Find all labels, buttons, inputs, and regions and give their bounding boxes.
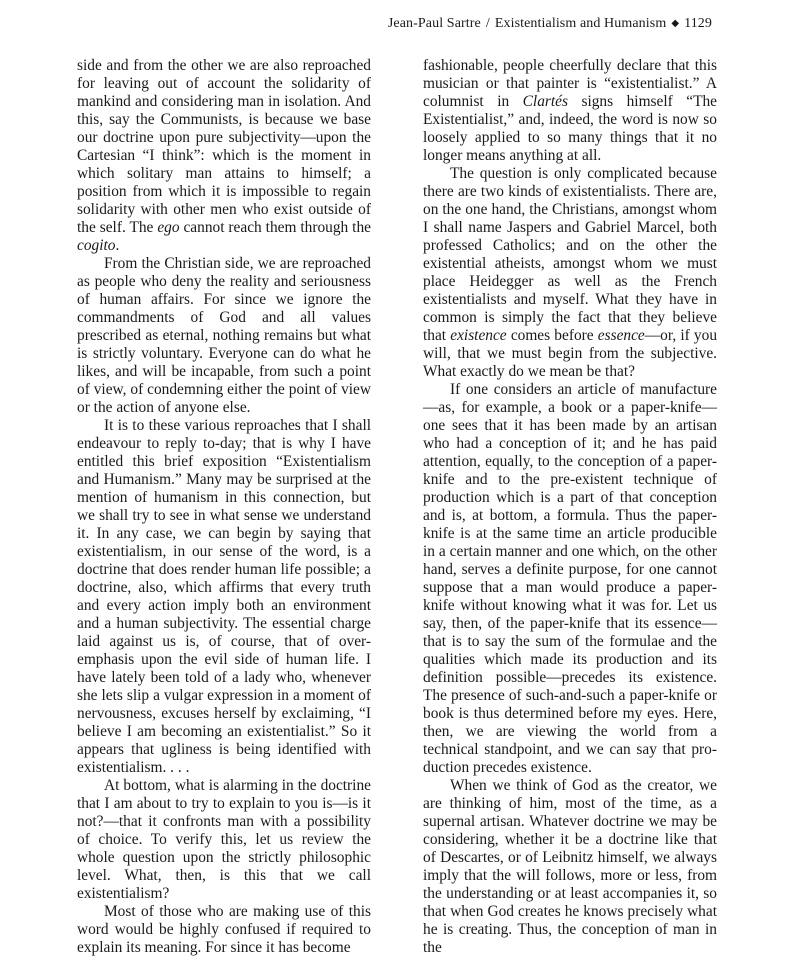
running-head (388, 16, 712, 32)
italic-clartes: Clartés (522, 93, 568, 110)
page-number: 1129 (684, 16, 712, 31)
paragraph: At bottom, what is alarming in the doctrine that I am about to try to explain to you is—is it not?—that it confronts man with a possibility of choice. To verify this, let us review the whole question upon the strictly philosophic level. What, then, is this that we call existentialism? (77, 777, 371, 902)
text-run: The question is only complicated because there are two kinds of existentialists. There are, on the one hand, the Christians, amongst whom I shall name Jaspers and Gabriel Marcel, both professed Catholics; and on the other the existential atheists, amongst whom we must place Heidegger as well as the French existentialists and myself. What they have in common is simply the fact that they believe that (423, 165, 717, 344)
text-run: fashionable, people cheerfully declare that this musician or that painter is “existentialist.” A columnist in (423, 57, 717, 110)
paragraph (423, 57, 717, 165)
paragraph (423, 165, 717, 381)
paragraph: Most of those who are making use of this word would be highly confused if required to explain its meaning. For since it has become (77, 903, 371, 956)
header-title: Existentialism and Humanism (494, 16, 667, 31)
paragraph (77, 57, 371, 255)
text-run: . (115, 237, 120, 254)
italic-ego: ego (157, 219, 180, 236)
italic-cogito: cogito (77, 237, 116, 254)
text-run: side and from the other we are also reproached for leaving out of account the solidarity of mankind and considering man in isolation. And this, say the Communists, is because we base our doctrine upon pure subjectivity—upon the Cartesian “I think”: which is the moment in which solitary man attains to himself; a position from which it is impossible to regain solidarity with other men who exist outside of the self. The (77, 57, 371, 236)
paragraph: When we think of God as the creator, we are thinking of him, most of the time, as a supernal artisan. Whatever doctrine we may be considering, whether it be a doctrine like that of Descartes, or of Leibnitz himself, we always imply that the will follows, more or less, from the understanding or at least accompanies it, so that when God creates he knows precisely what he is creating. Thus, the conception of man in the (423, 777, 717, 956)
text-run: cannot reach them through the (179, 219, 371, 236)
italic-existence: existence (450, 327, 507, 344)
header-separator: / (485, 16, 490, 31)
header-author: Jean-Paul Sartre (387, 16, 481, 31)
left-column (77, 57, 371, 957)
text-run: comes before (506, 327, 598, 344)
paragraph: From the Christian side, we are reproached as people who deny the reality and seriousness of human affairs. For since we ignore the commandments of God and all values prescribed as eternal, nothing remains but what is strictly voluntary. Everyone can do what he likes, and will be incapable, from such a point of view, of condemning either the point of view or the action of anyone else. (77, 255, 371, 416)
italic-essence: essence (597, 327, 645, 344)
text-run: —or, if you will, that we must begin from the subjective. What exactly do we mean be that? (423, 327, 718, 380)
diamond-icon: ◆ (671, 18, 680, 29)
paragraph: If one considers an article of manufacture—as, for example, a book or a paper-knife—one sees that it has been made by an artisan who had a conception of it; and he has paid attention, equally, to the conception of a paper-knife and to the pre-existent technique of production which is a part of that conception and is, at bottom, a formula. Thus the paper-knife is at the same time an article producible in a certain manner and one which, on the other hand, serves a definite purpose, for one cannot suppose that a man would produce a paper-knife without knowing what it was for. Let us say, then, of the paper-knife that its essence—that is to say the sum of the formulae and the qualities which made its production and its definition possible—precedes its existence. The presence of such-and-such a paper-knife or book is thus determined before my eyes. Here, then, we are viewing the world from a technical standpoint, and we can say that production precedes existence. (423, 381, 717, 776)
right-column (423, 57, 717, 957)
text-run: signs himself “The Existentialist,” and, indeed, the word is now so loosely applied to so many things that it no longer means anything at all. (423, 93, 717, 164)
paragraph: It is to these various reproaches that I shall endeavour to reply to-day; that is why I have entitled this brief exposition “Existentialism and Humanism.” Many may be surprised at the mention of humanism in this connection, but we shall try to see in what sense we understand it. In any case, we can begin by saying that existentialism, in our sense of the word, is a doctrine that does render human life possible; a doctrine, also, which affirms that every truth and every action imply both an environment and a human subjectivity. The essential charge laid against us is, of course, that of over-emphasis upon the evil side of human life. I have lately been told of a lady who, whenever she lets slip a vulgar expression in a moment of nervousness, excuses herself by exclaiming, “I believe I am becoming an existentialist.” So it appears that ugliness is being identified with existentialism. . . . (77, 417, 371, 776)
